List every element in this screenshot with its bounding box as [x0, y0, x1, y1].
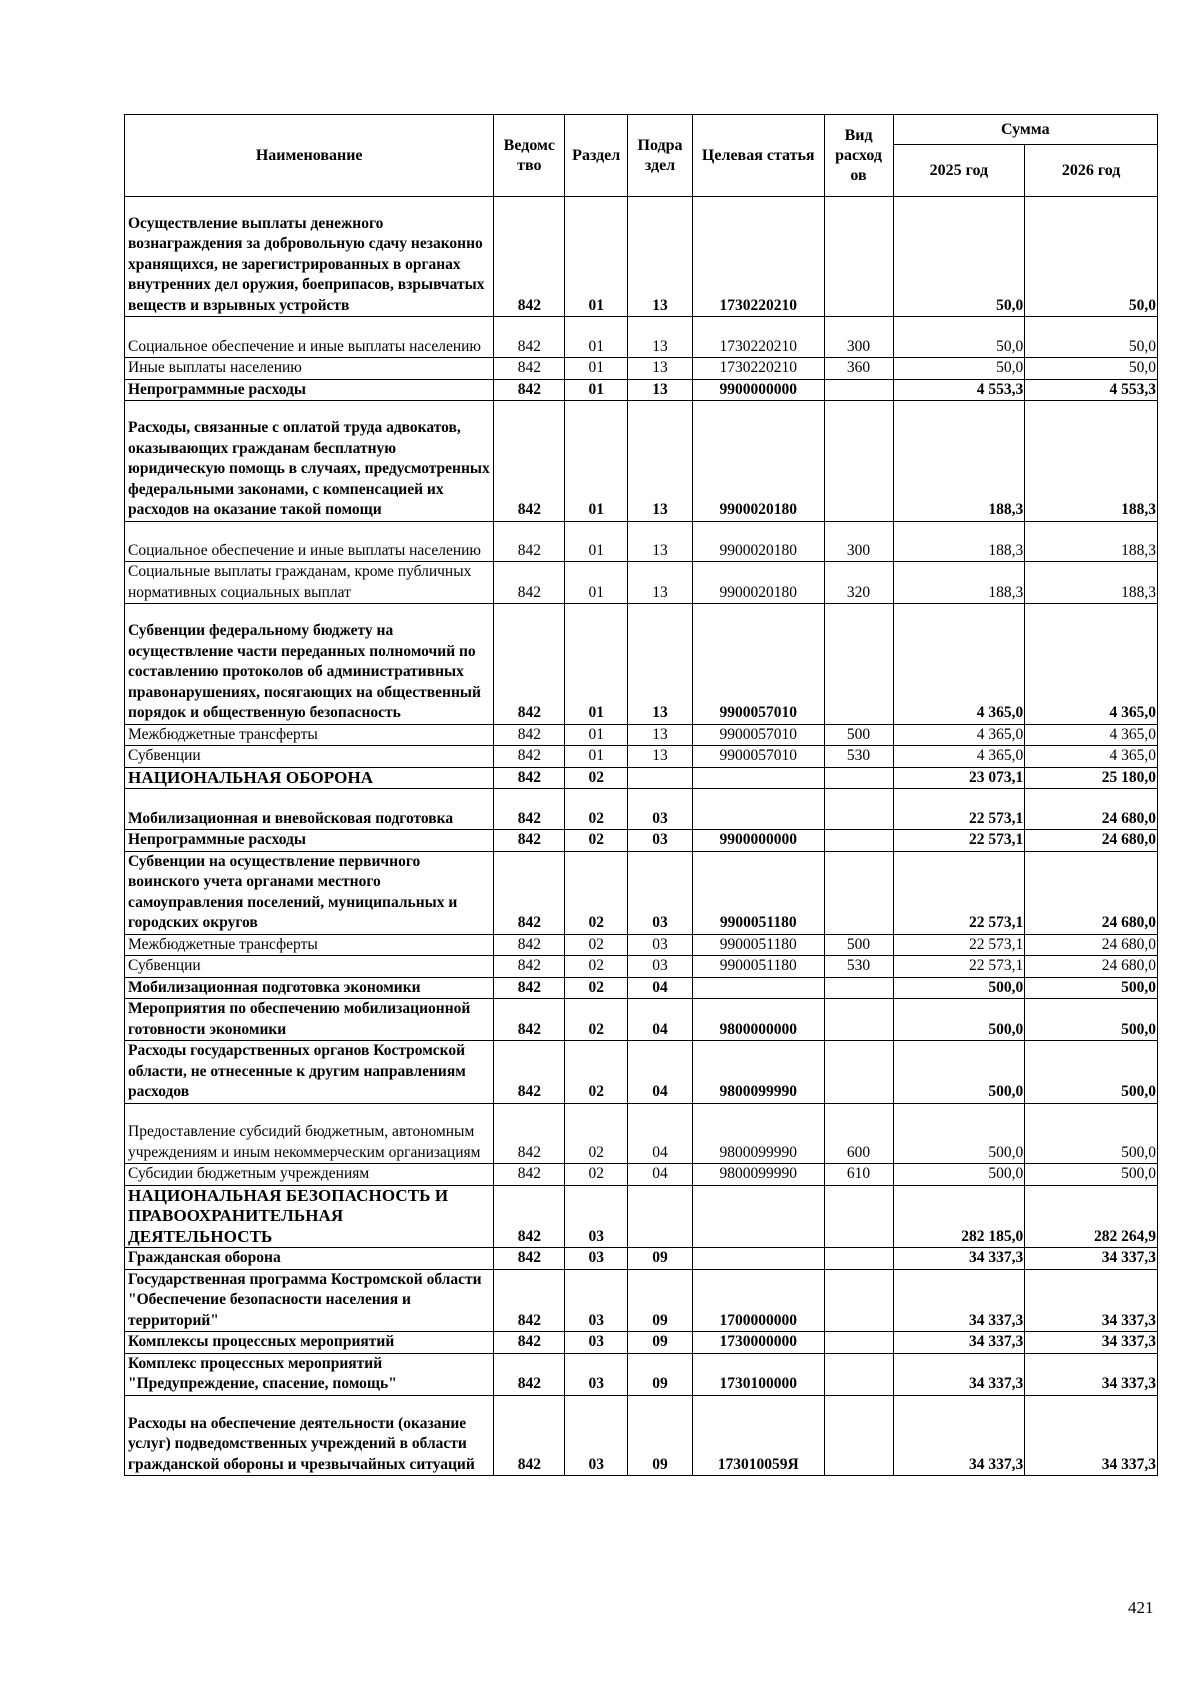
cell-vid-raskhodov — [824, 851, 893, 934]
cell-vedomstvo: 842 — [494, 379, 565, 401]
table-row — [125, 746, 1158, 768]
cell-podrazdel: 03 — [628, 830, 693, 852]
cell-razdel: 01 — [565, 197, 628, 317]
cell-celevaya-statya: 1730100000 — [692, 1353, 824, 1395]
cell-razdel: 02 — [565, 767, 628, 789]
cell-vedomstvo: 842 — [494, 1269, 565, 1332]
cell-celevaya-statya: 9900020180 — [692, 401, 824, 521]
cell-vid-raskhodov — [824, 1248, 893, 1270]
cell-celevaya-statya: 1730220210 — [692, 358, 824, 380]
cell-vid-raskhodov — [824, 1269, 893, 1332]
cell-sum-2026: 34 337,3 — [1025, 1248, 1158, 1270]
cell-vid-raskhodov — [824, 1395, 893, 1476]
cell-vid-raskhodov — [824, 1041, 893, 1104]
cell-sum-2026: 500,0 — [1025, 1041, 1158, 1104]
cell-razdel: 03 — [565, 1269, 628, 1332]
cell-sum-2026: 4 365,0 — [1025, 604, 1158, 724]
header-razdel: Раздел — [565, 115, 628, 197]
cell-sum-2025: 34 337,3 — [893, 1269, 1025, 1332]
cell-vid-raskhodov — [824, 1185, 893, 1248]
cell-name: Межбюджетные трансферты — [125, 724, 494, 746]
cell-sum-2025: 188,3 — [893, 521, 1025, 562]
cell-vid-raskhodov — [824, 197, 893, 317]
cell-sum-2026: 50,0 — [1025, 317, 1158, 358]
table-row — [125, 1185, 1158, 1248]
budget-table — [124, 114, 1158, 1476]
cell-vid-raskhodov: 600 — [824, 1103, 893, 1164]
cell-vedomstvo: 842 — [494, 999, 565, 1041]
cell-vedomstvo: 842 — [494, 197, 565, 317]
cell-podrazdel: 04 — [628, 999, 693, 1041]
cell-name: Субвенции — [125, 956, 494, 978]
header-year-2025: 2025 год — [893, 145, 1025, 197]
cell-sum-2025: 50,0 — [893, 317, 1025, 358]
cell-podrazdel: 03 — [628, 789, 693, 830]
table-row — [125, 767, 1158, 789]
cell-vid-raskhodov — [824, 767, 893, 789]
cell-vid-raskhodov: 610 — [824, 1164, 893, 1186]
cell-sum-2025: 34 337,3 — [893, 1248, 1025, 1270]
cell-podrazdel: 03 — [628, 956, 693, 978]
cell-celevaya-statya: 9800099990 — [692, 1164, 824, 1186]
cell-vedomstvo: 842 — [494, 358, 565, 380]
cell-sum-2026: 188,3 — [1025, 401, 1158, 521]
cell-vid-raskhodov: 300 — [824, 317, 893, 358]
cell-podrazdel: 09 — [628, 1248, 693, 1270]
cell-podrazdel: 13 — [628, 521, 693, 562]
cell-vid-raskhodov — [824, 977, 893, 999]
cell-podrazdel: 09 — [628, 1269, 693, 1332]
cell-sum-2026: 34 337,3 — [1025, 1332, 1158, 1354]
table-row — [125, 1269, 1158, 1332]
table-row — [125, 830, 1158, 852]
cell-podrazdel: 13 — [628, 746, 693, 768]
cell-vedomstvo: 842 — [494, 1353, 565, 1395]
cell-vedomstvo: 842 — [494, 956, 565, 978]
cell-sum-2025: 22 573,1 — [893, 956, 1025, 978]
cell-podrazdel: 09 — [628, 1332, 693, 1354]
cell-podrazdel: 13 — [628, 562, 693, 604]
cell-vedomstvo: 842 — [494, 851, 565, 934]
cell-razdel: 03 — [565, 1185, 628, 1248]
cell-sum-2025: 23 073,1 — [893, 767, 1025, 789]
cell-celevaya-statya: 9900057010 — [692, 604, 824, 724]
cell-name: Комплексы процессных мероприятий — [125, 1332, 494, 1354]
cell-podrazdel: 13 — [628, 197, 693, 317]
cell-name: Иные выплаты населению — [125, 358, 494, 380]
header-year-2026: 2026 год — [1025, 145, 1158, 197]
table-row — [125, 724, 1158, 746]
cell-razdel: 02 — [565, 934, 628, 956]
cell-podrazdel: 04 — [628, 1164, 693, 1186]
cell-sum-2025: 4 365,0 — [893, 746, 1025, 768]
cell-celevaya-statya — [692, 1248, 824, 1270]
table-row — [125, 1164, 1158, 1186]
table-row — [125, 1248, 1158, 1270]
cell-sum-2026: 34 337,3 — [1025, 1353, 1158, 1395]
cell-sum-2025: 4 365,0 — [893, 604, 1025, 724]
cell-sum-2026: 34 337,3 — [1025, 1395, 1158, 1476]
cell-vedomstvo: 842 — [494, 724, 565, 746]
cell-sum-2026: 24 680,0 — [1025, 956, 1158, 978]
cell-celevaya-statya: 9900051180 — [692, 934, 824, 956]
cell-sum-2026: 500,0 — [1025, 1164, 1158, 1186]
table-header — [125, 115, 1158, 197]
cell-razdel: 02 — [565, 1041, 628, 1104]
table-row — [125, 956, 1158, 978]
cell-sum-2026: 500,0 — [1025, 977, 1158, 999]
cell-razdel: 02 — [565, 851, 628, 934]
cell-razdel: 02 — [565, 999, 628, 1041]
cell-sum-2026: 188,3 — [1025, 562, 1158, 604]
header-vid-raskhodov: Вид расход ов — [824, 115, 893, 197]
table-row — [125, 1395, 1158, 1476]
cell-vedomstvo: 842 — [494, 1103, 565, 1164]
cell-celevaya-statya: 9900020180 — [692, 521, 824, 562]
cell-sum-2025: 500,0 — [893, 1103, 1025, 1164]
cell-celevaya-statya: 9900000000 — [692, 830, 824, 852]
header-name: Наименование — [125, 115, 494, 197]
cell-razdel: 02 — [565, 956, 628, 978]
cell-name: Социальное обеспечение и иные выплаты населению — [125, 317, 494, 358]
cell-sum-2026: 282 264,9 — [1025, 1185, 1158, 1248]
cell-vedomstvo: 842 — [494, 317, 565, 358]
cell-celevaya-statya: 1700000000 — [692, 1269, 824, 1332]
cell-podrazdel: 13 — [628, 724, 693, 746]
cell-celevaya-statya: 1730220210 — [692, 197, 824, 317]
cell-vedomstvo: 842 — [494, 1041, 565, 1104]
cell-name: Субвенции — [125, 746, 494, 768]
cell-celevaya-statya — [692, 977, 824, 999]
cell-vedomstvo: 842 — [494, 1395, 565, 1476]
cell-celevaya-statya — [692, 1185, 824, 1248]
cell-name: НАЦИОНАЛЬНАЯ БЕЗОПАСНОСТЬ И ПРАВООХРАНИТЕЛЬНАЯ ДЕЯТЕЛЬНОСТЬ — [125, 1185, 494, 1248]
table-row — [125, 358, 1158, 380]
table-body — [125, 197, 1158, 1476]
cell-name: Расходы на обеспечение деятельности (оказание услуг) подведомственных учреждений в области гражданской обороны и чрезвычайных ситуаций — [125, 1395, 494, 1476]
cell-razdel: 01 — [565, 358, 628, 380]
cell-razdel: 03 — [565, 1395, 628, 1476]
cell-razdel: 01 — [565, 401, 628, 521]
cell-razdel: 01 — [565, 604, 628, 724]
cell-vedomstvo: 842 — [494, 401, 565, 521]
cell-name: Социальные выплаты гражданам, кроме публичных нормативных социальных выплат — [125, 562, 494, 604]
cell-celevaya-statya: 1730000000 — [692, 1332, 824, 1354]
cell-podrazdel: 13 — [628, 401, 693, 521]
cell-celevaya-statya — [692, 767, 824, 789]
table-row — [125, 851, 1158, 934]
cell-sum-2026: 4 365,0 — [1025, 746, 1158, 768]
cell-celevaya-statya: 173010059Я — [692, 1395, 824, 1476]
cell-sum-2025: 34 337,3 — [893, 1395, 1025, 1476]
cell-vedomstvo: 842 — [494, 1185, 565, 1248]
cell-vid-raskhodov: 530 — [824, 956, 893, 978]
cell-razdel: 02 — [565, 1164, 628, 1186]
cell-vid-raskhodov — [824, 1353, 893, 1395]
header-vedomstvo: Ведомс тво — [494, 115, 565, 197]
cell-razdel: 01 — [565, 521, 628, 562]
cell-sum-2026: 188,3 — [1025, 521, 1158, 562]
table-row — [125, 1353, 1158, 1395]
cell-vid-raskhodov — [824, 999, 893, 1041]
cell-podrazdel: 03 — [628, 851, 693, 934]
table-row — [125, 999, 1158, 1041]
cell-sum-2025: 22 573,1 — [893, 851, 1025, 934]
cell-podrazdel: 04 — [628, 1103, 693, 1164]
cell-razdel: 03 — [565, 1332, 628, 1354]
cell-sum-2025: 34 337,3 — [893, 1353, 1025, 1395]
table-row — [125, 562, 1158, 604]
cell-vid-raskhodov: 530 — [824, 746, 893, 768]
cell-razdel: 01 — [565, 746, 628, 768]
cell-podrazdel: 04 — [628, 977, 693, 999]
cell-razdel: 01 — [565, 562, 628, 604]
cell-celevaya-statya: 9900000000 — [692, 379, 824, 401]
cell-vid-raskhodov — [824, 604, 893, 724]
cell-sum-2025: 22 573,1 — [893, 830, 1025, 852]
cell-sum-2025: 22 573,1 — [893, 934, 1025, 956]
cell-name: Мобилизационная и вневойсковая подготовка — [125, 789, 494, 830]
cell-celevaya-statya: 9800099990 — [692, 1103, 824, 1164]
cell-name: Субвенции федеральному бюджету на осуществление части переданных полномочий по составлению протоколов об административных правонарушениях, посягающих на общественный порядок и общественную безопасность — [125, 604, 494, 724]
cell-sum-2026: 50,0 — [1025, 197, 1158, 317]
cell-vid-raskhodov — [824, 789, 893, 830]
header-celevaya-statya: Целевая статья — [692, 115, 824, 197]
cell-podrazdel: 13 — [628, 379, 693, 401]
cell-vid-raskhodov: 500 — [824, 934, 893, 956]
cell-sum-2026: 25 180,0 — [1025, 767, 1158, 789]
header-podrazdel: Подра здел — [628, 115, 693, 197]
cell-sum-2026: 50,0 — [1025, 358, 1158, 380]
table-row — [125, 1041, 1158, 1104]
cell-sum-2026: 24 680,0 — [1025, 830, 1158, 852]
cell-sum-2026: 4 553,3 — [1025, 379, 1158, 401]
cell-razdel: 02 — [565, 1103, 628, 1164]
cell-name: Расходы, связанные с оплатой труда адвокатов, оказывающих гражданам бесплатную юридическую помощь в случаях, предусмотренных федеральными законами, с компенсацией их расходов на оказание такой помощи — [125, 401, 494, 521]
cell-celevaya-statya — [692, 789, 824, 830]
cell-podrazdel: 13 — [628, 604, 693, 724]
cell-vedomstvo: 842 — [494, 1332, 565, 1354]
cell-sum-2026: 4 365,0 — [1025, 724, 1158, 746]
cell-celevaya-statya: 9900020180 — [692, 562, 824, 604]
cell-razdel: 01 — [565, 379, 628, 401]
cell-sum-2025: 282 185,0 — [893, 1185, 1025, 1248]
cell-podrazdel: 09 — [628, 1395, 693, 1476]
cell-name: Комплекс процессных мероприятий "Предупреждение, спасение, помощь" — [125, 1353, 494, 1395]
cell-celevaya-statya: 9900057010 — [692, 724, 824, 746]
cell-name: Государственная программа Костромской области "Обеспечение безопасности населения и территорий" — [125, 1269, 494, 1332]
cell-sum-2026: 34 337,3 — [1025, 1269, 1158, 1332]
cell-sum-2026: 24 680,0 — [1025, 934, 1158, 956]
cell-name: Субвенции на осуществление первичного воинского учета органами местного самоуправления поселений, муниципальных и городских округов — [125, 851, 494, 934]
page-number: 421 — [1128, 1598, 1154, 1617]
cell-sum-2025: 188,3 — [893, 562, 1025, 604]
cell-name: Расходы государственных органов Костромской области, не отнесенные к другим направлениям расходов — [125, 1041, 494, 1104]
cell-vedomstvo: 842 — [494, 521, 565, 562]
cell-sum-2025: 500,0 — [893, 1164, 1025, 1186]
cell-vid-raskhodov — [824, 830, 893, 852]
cell-vedomstvo: 842 — [494, 746, 565, 768]
cell-sum-2025: 50,0 — [893, 197, 1025, 317]
cell-vid-raskhodov — [824, 379, 893, 401]
cell-podrazdel: 09 — [628, 1353, 693, 1395]
cell-podrazdel: 03 — [628, 934, 693, 956]
cell-razdel: 01 — [565, 317, 628, 358]
cell-vedomstvo: 842 — [494, 1248, 565, 1270]
cell-razdel: 02 — [565, 830, 628, 852]
cell-vid-raskhodov: 500 — [824, 724, 893, 746]
cell-celevaya-statya: 9800099990 — [692, 1041, 824, 1104]
cell-vedomstvo: 842 — [494, 767, 565, 789]
table-row — [125, 401, 1158, 521]
cell-celevaya-statya: 9800000000 — [692, 999, 824, 1041]
cell-celevaya-statya: 1730220210 — [692, 317, 824, 358]
cell-vedomstvo: 842 — [494, 562, 565, 604]
cell-vid-raskhodov — [824, 1332, 893, 1354]
cell-celevaya-statya: 9900057010 — [692, 746, 824, 768]
cell-podrazdel: 13 — [628, 358, 693, 380]
table-row — [125, 197, 1158, 317]
cell-sum-2025: 34 337,3 — [893, 1332, 1025, 1354]
cell-name: Мобилизационная подготовка экономики — [125, 977, 494, 999]
cell-sum-2026: 24 680,0 — [1025, 851, 1158, 934]
table-row — [125, 521, 1158, 562]
cell-name: Мероприятия по обеспечению мобилизационной готовности экономики — [125, 999, 494, 1041]
cell-name: Межбюджетные трансферты — [125, 934, 494, 956]
cell-podrazdel — [628, 767, 693, 789]
table-row — [125, 934, 1158, 956]
table-row — [125, 379, 1158, 401]
cell-name: Гражданская оборона — [125, 1248, 494, 1270]
cell-sum-2026: 500,0 — [1025, 1103, 1158, 1164]
cell-sum-2026: 24 680,0 — [1025, 789, 1158, 830]
cell-sum-2025: 22 573,1 — [893, 789, 1025, 830]
cell-vid-raskhodov: 320 — [824, 562, 893, 604]
table-row — [125, 789, 1158, 830]
table-row — [125, 317, 1158, 358]
cell-name: Непрограммные расходы — [125, 830, 494, 852]
cell-vedomstvo: 842 — [494, 977, 565, 999]
cell-celevaya-statya: 9900051180 — [692, 851, 824, 934]
cell-podrazdel: 04 — [628, 1041, 693, 1104]
cell-sum-2025: 4 553,3 — [893, 379, 1025, 401]
cell-name: Субсидии бюджетным учреждениям — [125, 1164, 494, 1186]
cell-name: Предоставление субсидий бюджетным, автономным учреждениям и иным некоммерческим организациям — [125, 1103, 494, 1164]
cell-podrazdel: 13 — [628, 317, 693, 358]
cell-sum-2025: 500,0 — [893, 999, 1025, 1041]
cell-vedomstvo: 842 — [494, 1164, 565, 1186]
cell-vedomstvo: 842 — [494, 934, 565, 956]
cell-vid-raskhodov — [824, 401, 893, 521]
header-summa: Сумма — [893, 115, 1157, 145]
table-row — [125, 977, 1158, 999]
cell-razdel: 02 — [565, 789, 628, 830]
cell-sum-2025: 188,3 — [893, 401, 1025, 521]
cell-sum-2025: 50,0 — [893, 358, 1025, 380]
table-row — [125, 604, 1158, 724]
cell-celevaya-statya: 9900051180 — [692, 956, 824, 978]
cell-sum-2026: 500,0 — [1025, 999, 1158, 1041]
cell-podrazdel — [628, 1185, 693, 1248]
cell-vedomstvo: 842 — [494, 830, 565, 852]
cell-name: НАЦИОНАЛЬНАЯ ОБОРОНА — [125, 767, 494, 789]
cell-vid-raskhodov: 300 — [824, 521, 893, 562]
table-row — [125, 1103, 1158, 1164]
cell-name: Осуществление выплаты денежного вознаграждения за добровольную сдачу незаконно хранящихся, не зарегистрированных в органах внутренних дел оружия, боеприпасов, взрывчатых веществ и взрывных устройств — [125, 197, 494, 317]
table-row — [125, 1332, 1158, 1354]
cell-razdel: 03 — [565, 1353, 628, 1395]
cell-name: Непрограммные расходы — [125, 379, 494, 401]
cell-sum-2025: 500,0 — [893, 977, 1025, 999]
cell-razdel: 03 — [565, 1248, 628, 1270]
cell-vid-raskhodov: 360 — [824, 358, 893, 380]
cell-vedomstvo: 842 — [494, 604, 565, 724]
cell-sum-2025: 500,0 — [893, 1041, 1025, 1104]
cell-razdel: 02 — [565, 977, 628, 999]
cell-name: Социальное обеспечение и иные выплаты населению — [125, 521, 494, 562]
cell-sum-2025: 4 365,0 — [893, 724, 1025, 746]
cell-vedomstvo: 842 — [494, 789, 565, 830]
cell-razdel: 01 — [565, 724, 628, 746]
